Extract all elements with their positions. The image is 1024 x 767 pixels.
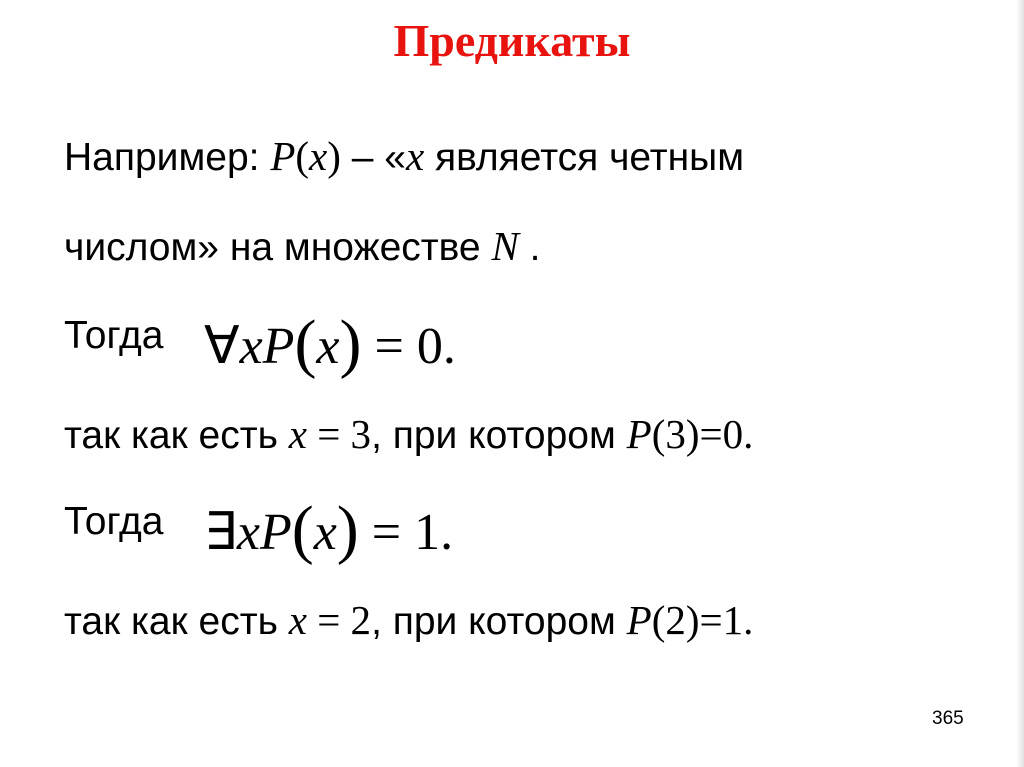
text-line-example: [64, 132, 744, 180]
formula-var-x: x: [236, 504, 260, 561]
formula-var-x: x: [239, 318, 263, 375]
label-then-forall: Тогда: [64, 314, 164, 357]
example-prefix: Например:: [64, 136, 271, 179]
page-number: 365: [932, 708, 964, 729]
text-line-reason-2: [64, 596, 753, 644]
reason-value: (3)=0.: [651, 411, 754, 457]
formula-equals: = 1.: [358, 504, 454, 561]
domain-text: числом» на множестве: [64, 226, 492, 269]
formula-paren-open: (: [291, 493, 314, 566]
slide-title: Предикаты: [393, 15, 631, 66]
formula-paren-open: (: [294, 307, 317, 380]
reason-var-x: x: [288, 411, 307, 457]
domain-dot: .: [518, 226, 541, 269]
reason-eq: = 3: [306, 411, 372, 457]
text-line-domain: [64, 222, 540, 270]
formula-predicate: P: [259, 504, 292, 561]
reason-mid: , при котором: [371, 414, 627, 457]
reason-var-x: x: [288, 597, 307, 643]
reason-text: так как есть: [64, 414, 289, 457]
paren-close: ): [327, 133, 341, 179]
reason-eq: = 2: [306, 597, 372, 643]
formula-arg: x: [313, 504, 337, 561]
formula-paren-close: ): [336, 493, 359, 566]
dash-quote: – «: [340, 136, 406, 179]
forall-symbol: ∀: [204, 318, 240, 375]
paren-open: (: [295, 133, 310, 179]
formula-exists: [204, 490, 453, 566]
formula-forall: [204, 304, 456, 380]
reason-value: (2)=1.: [651, 597, 754, 643]
variable-x-quoted: x: [405, 133, 425, 179]
example-rest: является четным: [424, 136, 745, 179]
exists-symbol: ∃: [204, 504, 237, 561]
variable-x: x: [309, 133, 328, 179]
reason-predicate: P: [626, 597, 652, 643]
formula-arg: x: [316, 318, 340, 375]
formula-equals: = 0.: [361, 318, 456, 375]
set-symbol-n: N: [491, 223, 519, 269]
label-then-exists: Тогда: [64, 500, 164, 543]
reason-mid: , при котором: [371, 600, 627, 643]
formula-predicate: P: [262, 318, 295, 375]
formula-paren-close: ): [339, 307, 362, 380]
reason-text: так как есть: [64, 600, 289, 643]
predicate-symbol: P: [270, 133, 296, 179]
reason-predicate: P: [626, 411, 652, 457]
text-line-reason-1: [64, 410, 753, 458]
slide-edge-shadow: [1016, 0, 1024, 767]
